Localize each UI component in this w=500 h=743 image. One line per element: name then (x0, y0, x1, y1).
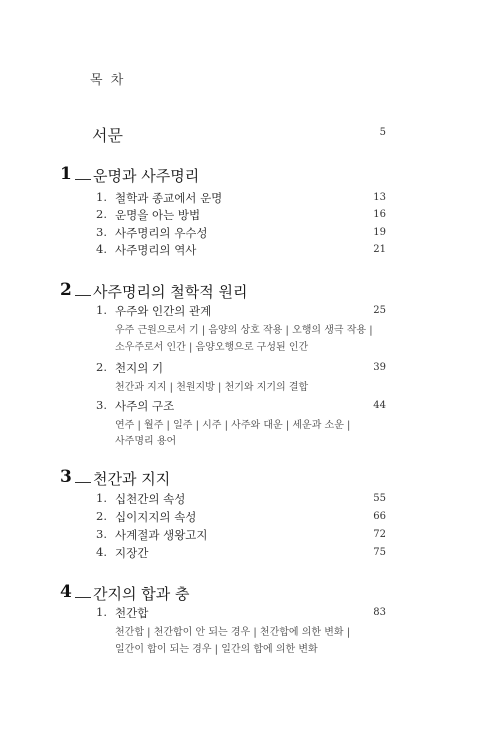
ch2-item-3-subtopics-line-2: 사주명리 용어 (115, 436, 177, 447)
ch2-item-3-title: 사주의 구조 (115, 399, 175, 413)
chapter-4-rule (75, 597, 91, 598)
ch1-item-4-num: 4. (96, 242, 107, 256)
ch1-item-3-title: 사주명리의 우수성 (115, 226, 208, 240)
ch3-item-1-page: 55 (373, 493, 386, 504)
chapter-1-rule (75, 179, 91, 180)
chapter-3-number: 3 (60, 467, 72, 487)
ch3-item-3-page: 72 (373, 529, 386, 540)
ch3-item-2-page: 66 (373, 511, 386, 522)
ch3-item-1-title: 십천간의 속성 (115, 492, 186, 506)
chapter-3-rule (75, 482, 91, 483)
ch2-item-1-num: 1. (96, 303, 107, 317)
ch4-item-1-num: 1. (96, 605, 107, 619)
chapter-3-title: 천간과 지지 (93, 470, 171, 488)
ch2-item-1-title: 우주와 인간의 관계 (115, 304, 212, 318)
ch1-item-3-page: 19 (373, 227, 386, 238)
ch1-item-1-page: 13 (373, 192, 386, 203)
ch1-item-2-title: 운명을 아는 방법 (115, 208, 201, 222)
chapter-2-number: 2 (60, 280, 72, 300)
ch4-item-1-page: 83 (373, 607, 386, 618)
ch1-item-2-page: 16 (373, 209, 386, 220)
ch2-item-2-page: 39 (373, 362, 386, 373)
ch2-item-3-page: 44 (373, 400, 386, 411)
ch4-item-1-subtopics-line-1: 천간합 | 천간합이 안 되는 경우 | 천간합에 의한 변화 | (115, 627, 351, 638)
ch3-item-2-num: 2. (96, 509, 107, 523)
ch3-item-4-page: 75 (373, 547, 386, 558)
ch3-item-4-title: 지장간 (115, 546, 149, 560)
ch2-item-1-page: 25 (373, 305, 386, 316)
chapter-1-title: 운명과 사주명리 (93, 167, 200, 185)
ch3-item-3-title: 사계절과 생왕고지 (115, 528, 208, 542)
ch1-item-1-num: 1. (96, 190, 107, 204)
toc-title: 목 차 (90, 73, 126, 88)
ch1-item-3-num: 3. (96, 225, 107, 239)
ch4-item-1-title: 천간합 (115, 606, 149, 620)
ch3-item-1-num: 1. (96, 491, 107, 505)
ch2-item-2-num: 2. (96, 360, 107, 374)
chapter-2-rule (75, 295, 91, 296)
ch3-item-2-title: 십이지지의 속성 (115, 510, 197, 524)
ch1-item-1-title: 철학과 종교에서 운명 (115, 191, 223, 205)
preface-page: 5 (379, 127, 386, 138)
chapter-1-number: 1 (60, 164, 72, 184)
ch1-item-2-num: 2. (96, 207, 107, 221)
ch2-item-1-subtopics-line-1: 우주 근원으로서 기 | 음양의 상호 작용 | 오행의 생극 작용 | (115, 325, 373, 336)
ch2-item-1-subtopics-line-2: 소우주로서 인간 | 음양오행으로 구성된 인간 (115, 342, 309, 353)
ch1-item-4-page: 21 (373, 244, 386, 255)
ch3-item-4-num: 4. (96, 545, 107, 559)
chapter-4-number: 4 (60, 582, 72, 602)
ch2-item-3-num: 3. (96, 398, 107, 412)
ch3-item-3-num: 3. (96, 527, 107, 541)
ch2-item-3-subtopics-line-1: 연주 | 월주 | 일주 | 시주 | 사주와 대운 | 세운과 소운 | (115, 420, 351, 431)
preface-title: 서문 (92, 126, 123, 145)
ch4-item-1-subtopics-line-2: 일간이 합이 되는 경우 | 일간의 합에 의한 변화 (115, 644, 318, 655)
chapter-2-title: 사주명리의 철학적 원리 (93, 283, 248, 301)
ch2-item-2-subtopics-line-1: 천간과 지지 | 천원지방 | 천기와 지기의 결합 (115, 382, 309, 393)
ch2-item-2-title: 천지의 기 (115, 361, 164, 375)
ch1-item-4-title: 사주명리의 역사 (115, 243, 197, 257)
chapter-4-title: 간지의 합과 충 (93, 585, 190, 603)
